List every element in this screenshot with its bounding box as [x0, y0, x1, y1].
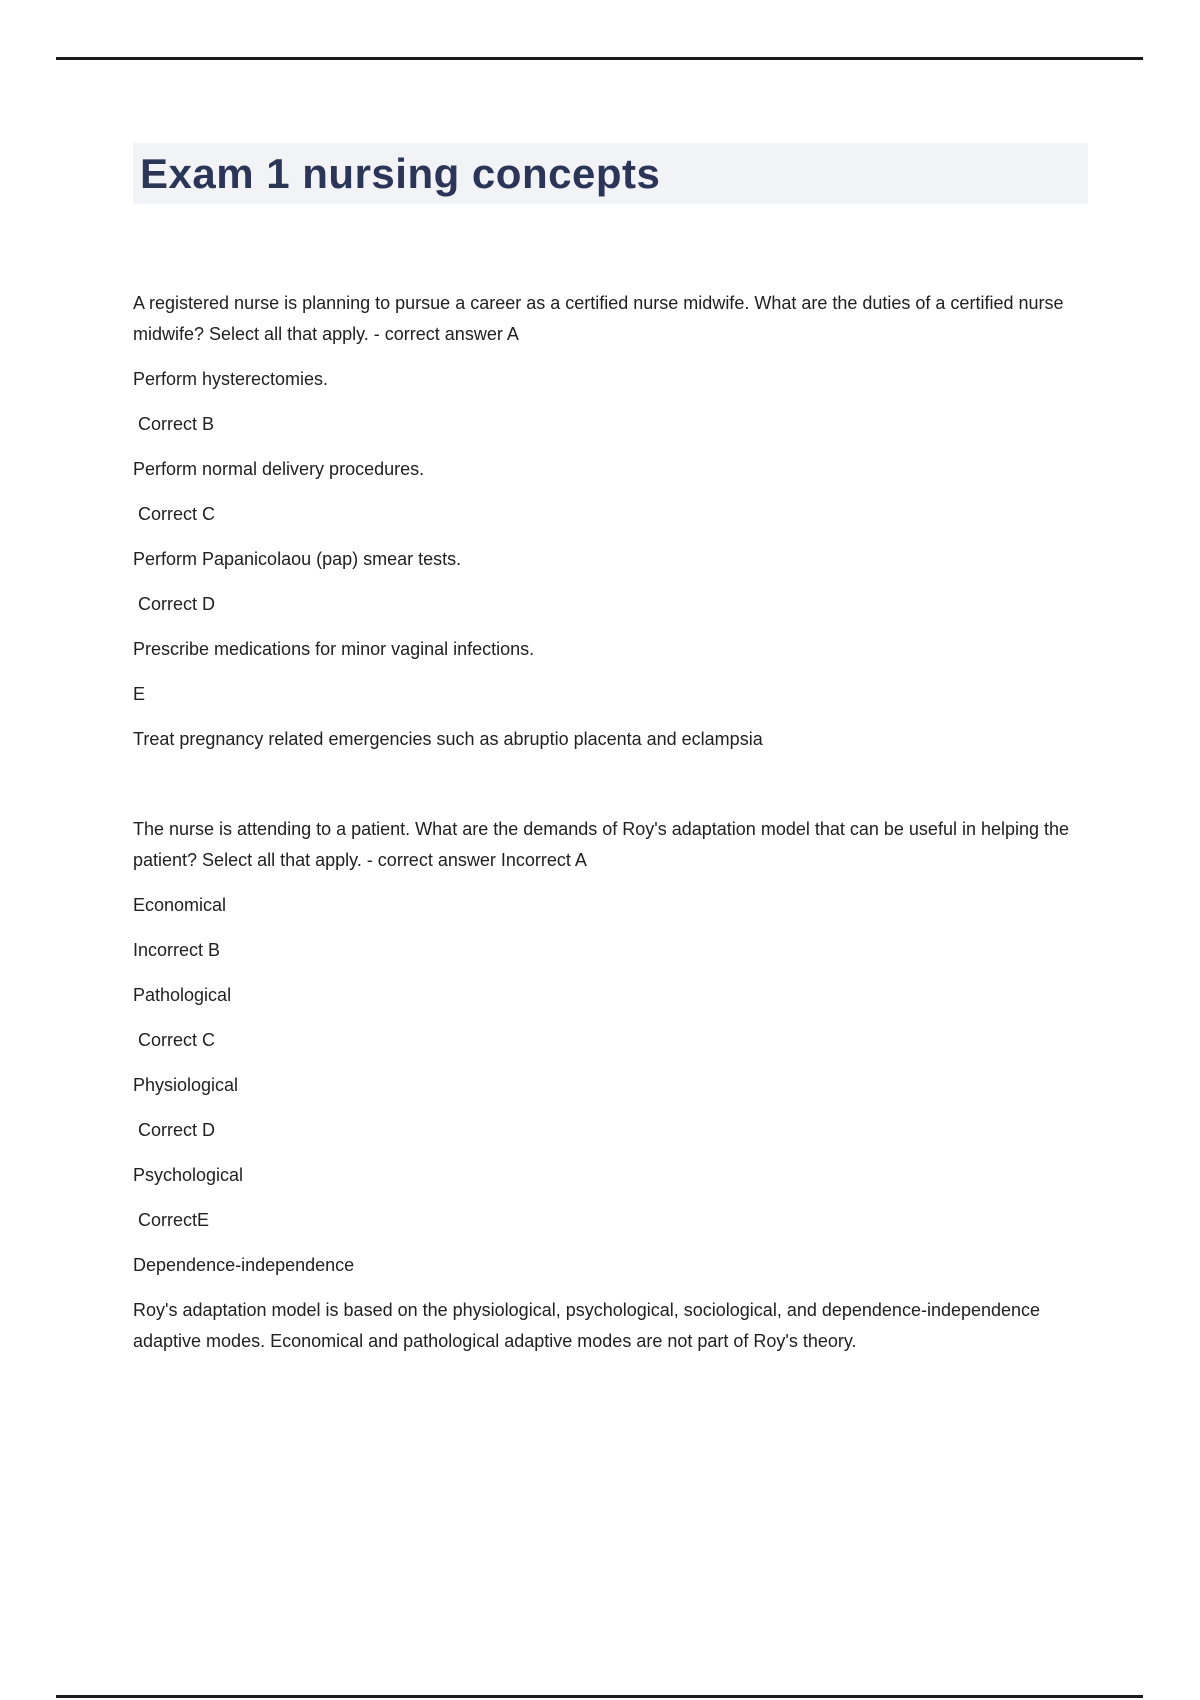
- bottom-divider: [56, 1695, 1143, 1698]
- answer-line: Perform normal delivery procedures.: [133, 459, 425, 479]
- section-spacer: [133, 769, 1085, 800]
- answer-line: CorrectE: [133, 1210, 210, 1230]
- top-divider: [56, 57, 1143, 60]
- page-title: Exam 1 nursing concepts: [140, 149, 661, 197]
- question-text: The nurse is attending to a patient. What are the demands of Roy's adaptation model that can be useful in helping the patient? Select all that apply. - correct answer Incorrect A: [133, 819, 1075, 870]
- answer-line: Dependence-independence: [133, 1255, 355, 1275]
- rationale-text: Roy's adaptation model is based on the physiological, psychological, sociological, and dependence-independence adaptive modes. Economical and pathological adaptive modes are not part of Roy's theory.: [133, 1300, 1046, 1351]
- answer-line: Perform hysterectomies.: [133, 369, 329, 389]
- answer-line: Correct D: [133, 594, 216, 614]
- answer-line: Correct C: [133, 1030, 216, 1050]
- answer-line: Correct B: [133, 414, 215, 434]
- answer-line: Psychological: [133, 1165, 244, 1185]
- answer-line: E: [133, 684, 146, 704]
- answer-line: Perform Papanicolaou (pap) smear tests.: [133, 549, 462, 569]
- answer-line: Treat pregnancy related emergencies such as abruptio placenta and eclampsia: [133, 729, 763, 749]
- answer-line: Physiological: [133, 1075, 239, 1095]
- title-highlight-band: [133, 143, 1088, 204]
- answer-line: Incorrect B: [133, 940, 221, 960]
- answer-line: Economical: [133, 895, 227, 915]
- document-body: [133, 288, 1085, 1371]
- answer-line: Prescribe medications for minor vaginal infections.: [133, 639, 535, 659]
- answer-line: Correct C: [133, 504, 216, 524]
- question-text: A registered nurse is planning to pursue a career as a certified nurse midwife. What are the duties of a certified nurse midwife? Select all that apply. - correct answer A: [133, 293, 1069, 344]
- answer-line: Correct D: [133, 1120, 216, 1140]
- answer-line: Pathological: [133, 985, 232, 1005]
